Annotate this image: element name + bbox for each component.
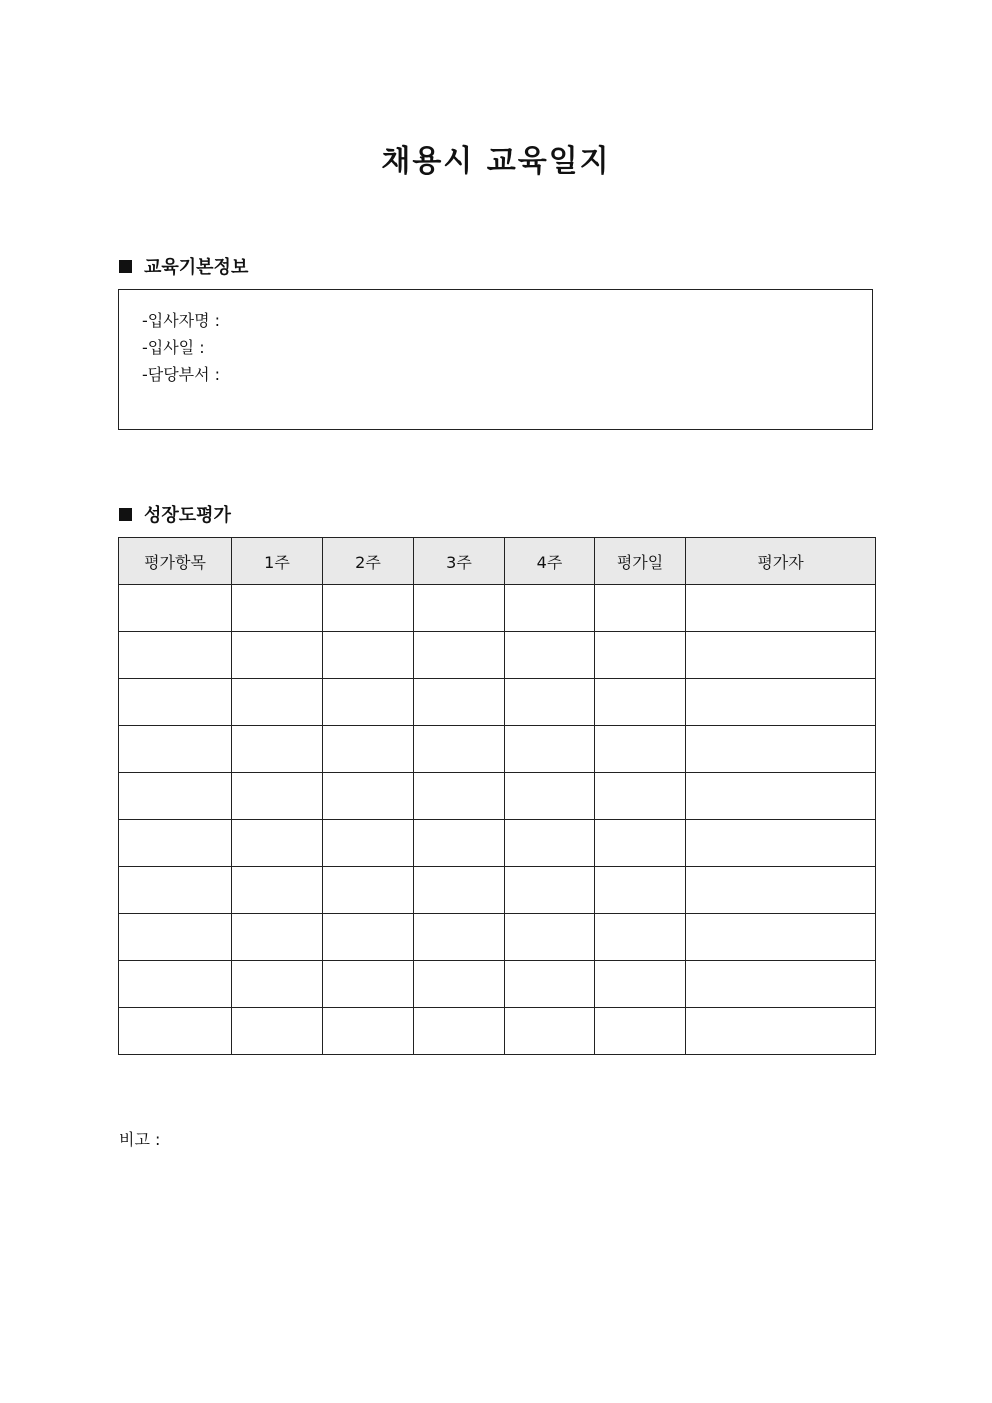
table-cell[interactable] xyxy=(414,1008,505,1055)
table-cell[interactable] xyxy=(505,961,595,1008)
section-growth-heading xyxy=(119,501,231,527)
table-cell[interactable] xyxy=(323,726,414,773)
table-cell[interactable] xyxy=(323,773,414,820)
hire-name-line: -입사자명 : xyxy=(142,311,221,330)
table-row xyxy=(119,1008,876,1055)
column-header-evaluator: 평가자 xyxy=(686,538,876,585)
table-cell[interactable] xyxy=(323,679,414,726)
table-cell[interactable] xyxy=(323,585,414,632)
table-row xyxy=(119,914,876,961)
table-row xyxy=(119,726,876,773)
section-basic-heading xyxy=(119,253,248,279)
table-cell[interactable] xyxy=(595,820,686,867)
table-cell[interactable] xyxy=(686,820,876,867)
table-cell[interactable] xyxy=(505,820,595,867)
table-cell[interactable] xyxy=(232,961,323,1008)
table-cell[interactable] xyxy=(119,726,232,773)
table-cell[interactable] xyxy=(505,632,595,679)
table-cell[interactable] xyxy=(119,632,232,679)
table-cell[interactable] xyxy=(119,585,232,632)
table-cell[interactable] xyxy=(414,679,505,726)
column-header-week1: 1주 xyxy=(232,538,323,585)
table-cell[interactable] xyxy=(414,867,505,914)
table-cell[interactable] xyxy=(686,773,876,820)
square-bullet-icon xyxy=(119,260,132,273)
table-cell[interactable] xyxy=(232,726,323,773)
table-cell[interactable] xyxy=(414,820,505,867)
column-header-item: 평가항목 xyxy=(119,538,232,585)
growth-evaluation-table xyxy=(118,537,876,1055)
table-cell[interactable] xyxy=(323,914,414,961)
table-cell[interactable] xyxy=(595,1008,686,1055)
table-cell[interactable] xyxy=(686,585,876,632)
table-cell[interactable] xyxy=(414,585,505,632)
table-cell[interactable] xyxy=(414,914,505,961)
table-cell[interactable] xyxy=(686,679,876,726)
table-cell[interactable] xyxy=(595,773,686,820)
table-row xyxy=(119,773,876,820)
table-cell[interactable] xyxy=(595,867,686,914)
hire-date-line: -입사일 : xyxy=(142,338,205,357)
table-cell[interactable] xyxy=(232,1008,323,1055)
table-cell[interactable] xyxy=(414,632,505,679)
table-cell[interactable] xyxy=(323,1008,414,1055)
table-cell[interactable] xyxy=(595,585,686,632)
table-cell[interactable] xyxy=(119,961,232,1008)
table-cell[interactable] xyxy=(505,867,595,914)
table-row xyxy=(119,585,876,632)
table-cell[interactable] xyxy=(119,867,232,914)
table-cell[interactable] xyxy=(595,679,686,726)
table-cell[interactable] xyxy=(595,914,686,961)
column-header-week4: 4주 xyxy=(505,538,595,585)
table-cell[interactable] xyxy=(686,914,876,961)
table-cell[interactable] xyxy=(119,914,232,961)
table-cell[interactable] xyxy=(686,1008,876,1055)
table-cell[interactable] xyxy=(686,961,876,1008)
table-cell[interactable] xyxy=(505,679,595,726)
table-cell[interactable] xyxy=(686,632,876,679)
table-cell[interactable] xyxy=(686,867,876,914)
table-cell[interactable] xyxy=(323,961,414,1008)
table-cell[interactable] xyxy=(686,726,876,773)
section-growth-heading-text: 성장도평가 xyxy=(144,505,231,526)
table-cell[interactable] xyxy=(505,1008,595,1055)
table-cell[interactable] xyxy=(232,773,323,820)
table-cell[interactable] xyxy=(414,961,505,1008)
basic-info-box xyxy=(118,289,873,430)
table-row xyxy=(119,961,876,1008)
table-row xyxy=(119,632,876,679)
column-header-week2: 2주 xyxy=(323,538,414,585)
table-cell[interactable] xyxy=(414,773,505,820)
table-row xyxy=(119,820,876,867)
department-line: -담당부서 : xyxy=(142,365,221,384)
table-cell[interactable] xyxy=(232,820,323,867)
table-header-row xyxy=(119,538,876,585)
table-cell[interactable] xyxy=(414,726,505,773)
page-title: 채용시 교육일지 xyxy=(381,144,611,179)
table-row xyxy=(119,679,876,726)
table-cell[interactable] xyxy=(232,632,323,679)
table-cell[interactable] xyxy=(595,961,686,1008)
section-basic-heading-text: 교육기본정보 xyxy=(144,257,249,278)
table-cell[interactable] xyxy=(595,726,686,773)
table-cell[interactable] xyxy=(505,726,595,773)
table-cell[interactable] xyxy=(119,1008,232,1055)
table-cell[interactable] xyxy=(232,679,323,726)
table-cell[interactable] xyxy=(232,867,323,914)
table-cell[interactable] xyxy=(505,914,595,961)
square-bullet-icon xyxy=(119,508,132,521)
column-header-week3: 3주 xyxy=(414,538,505,585)
table-cell[interactable] xyxy=(232,914,323,961)
table-cell[interactable] xyxy=(119,679,232,726)
table-cell[interactable] xyxy=(119,820,232,867)
table-cell[interactable] xyxy=(119,773,232,820)
table-cell[interactable] xyxy=(595,632,686,679)
table-cell[interactable] xyxy=(323,867,414,914)
table-row xyxy=(119,867,876,914)
table-cell[interactable] xyxy=(232,585,323,632)
table-cell[interactable] xyxy=(323,820,414,867)
table-cell[interactable] xyxy=(323,632,414,679)
note-label: 비고 : xyxy=(119,1130,161,1149)
column-header-eval-date: 평가일 xyxy=(595,538,686,585)
table-cell[interactable] xyxy=(505,773,595,820)
table-cell[interactable] xyxy=(505,585,595,632)
